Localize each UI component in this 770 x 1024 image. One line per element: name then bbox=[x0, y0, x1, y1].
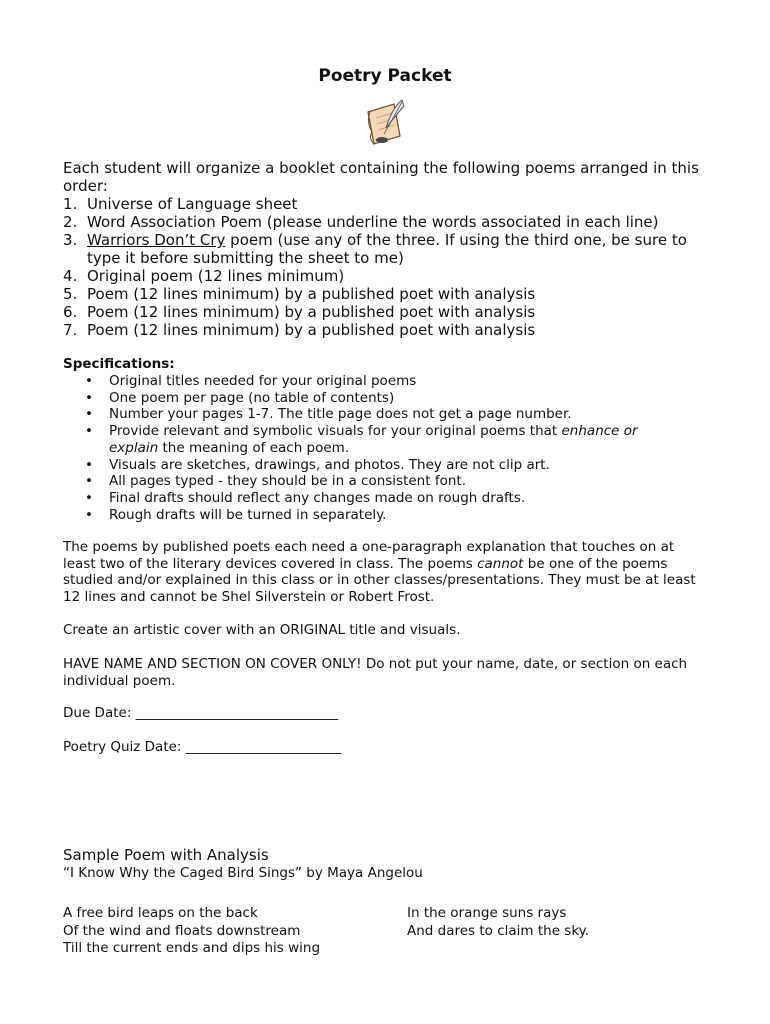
paragraph-text: be one of the poems studied and/or explained in this class or in other classes/presentations. They must be at least 12 lines and cannot be Shel Silverstein or Robert Frost. bbox=[63, 555, 696, 606]
specifications-heading: Specifications: bbox=[63, 356, 175, 372]
quill-paper-icon bbox=[362, 98, 408, 148]
list-item bbox=[63, 285, 713, 303]
poem-line: And dares to claim the sky. bbox=[407, 922, 590, 939]
published-poets-paragraph bbox=[63, 539, 703, 606]
name-note: HAVE NAME AND SECTION ON COVER ONLY! Do not put your name, date, or section on each individual poem. bbox=[63, 656, 688, 689]
item-text: Poem (12 lines minimum) by a published poet with analysis bbox=[87, 303, 536, 321]
item-text: poem (use any of the three. If using the third one, be sure to type it before submitting the sheet to me) bbox=[87, 231, 687, 267]
item-number: 7. bbox=[63, 321, 78, 339]
sample-subtitle: “I Know Why the Caged Bird Sings” by Maya Angelou bbox=[63, 865, 423, 881]
bullet-icon: • bbox=[85, 506, 93, 523]
bullet-icon: • bbox=[85, 489, 93, 506]
instructions-section bbox=[63, 159, 713, 339]
item-text: Rough drafts will be turned in separately. bbox=[109, 506, 387, 523]
list-item bbox=[85, 507, 685, 524]
emphasis-text: cannot bbox=[477, 555, 524, 572]
list-item bbox=[63, 267, 713, 285]
item-number: 1. bbox=[63, 195, 78, 213]
list-item bbox=[85, 457, 685, 474]
book-title: Warriors Don’t Cry bbox=[87, 231, 226, 249]
poem-list bbox=[63, 195, 713, 339]
document-title: Poetry Packet bbox=[318, 66, 452, 86]
bullet-icon: • bbox=[85, 406, 93, 423]
quiz-date-line: Poetry Quiz Date: _______________________ bbox=[63, 739, 342, 755]
item-text: Visuals are sketches, drawings, and photos. They are not clip art. bbox=[109, 456, 550, 473]
item-text: Word Association Poem (please underline the words associated in each line) bbox=[87, 213, 659, 231]
cover-note: Create an artistic cover with an ORIGINAL title and visuals. bbox=[63, 622, 461, 638]
item-number: 2. bbox=[63, 213, 78, 231]
item-number: 4. bbox=[63, 267, 78, 285]
item-text: Poem (12 lines minimum) by a published poet with analysis bbox=[87, 285, 536, 303]
bullet-icon: • bbox=[85, 389, 93, 406]
list-item bbox=[63, 321, 713, 339]
item-number: 5. bbox=[63, 285, 78, 303]
list-item bbox=[85, 390, 685, 407]
item-text: Original poem (12 lines minimum) bbox=[87, 267, 345, 285]
list-item bbox=[63, 213, 713, 231]
poem-column-left bbox=[63, 905, 320, 958]
list-item bbox=[85, 473, 685, 490]
item-text: Poem (12 lines minimum) by a published poet with analysis bbox=[87, 321, 536, 339]
item-text: One poem per page (no table of contents) bbox=[109, 389, 395, 406]
poem-column-right bbox=[407, 905, 589, 940]
bullet-icon: • bbox=[85, 373, 93, 389]
list-item bbox=[63, 303, 713, 321]
list-item bbox=[63, 231, 713, 267]
bullet-icon: • bbox=[85, 456, 93, 473]
item-text: All pages typed - they should be in a consistent font. bbox=[109, 473, 466, 490]
list-item bbox=[85, 423, 685, 456]
item-text: Universe of Language sheet bbox=[87, 195, 298, 213]
poem-line: In the orange suns rays bbox=[407, 905, 567, 921]
bullet-icon: • bbox=[85, 473, 93, 490]
list-item bbox=[85, 373, 685, 390]
poem-line: A free bird leaps on the back bbox=[63, 905, 258, 921]
due-date-line: Due Date: ______________________________ bbox=[63, 705, 339, 721]
list-item bbox=[85, 406, 685, 423]
intro-text: Each student will organize a booklet containing the following poems arranged in this order: bbox=[63, 159, 699, 195]
item-text: Original titles needed for your original poems bbox=[109, 373, 417, 389]
bullet-icon: • bbox=[85, 423, 93, 440]
item-text: the meaning of each poem. bbox=[158, 439, 350, 456]
list-item bbox=[85, 490, 685, 507]
item-text: Provide relevant and symbolic visuals for your original poems that bbox=[109, 423, 562, 440]
list-item bbox=[63, 195, 713, 213]
poem-line: Of the wind and floats downstream bbox=[63, 922, 301, 939]
item-number: 3. bbox=[63, 231, 78, 249]
item-number: 6. bbox=[63, 303, 78, 321]
emphasis-text: enhance or explain bbox=[109, 423, 638, 456]
sample-heading: Sample Poem with Analysis bbox=[63, 846, 269, 864]
paragraph-text: The poems by published poets each need a one-paragraph explanation that touches on at least two of the literary devices covered in class. The poems bbox=[63, 539, 675, 572]
specifications-list bbox=[85, 373, 685, 523]
poem-line: Till the current ends and dips his wing bbox=[63, 940, 321, 956]
item-text: Number your pages 1-7. The title page does not get a page number. bbox=[109, 406, 572, 423]
item-text: Final drafts should reflect any changes made on rough drafts. bbox=[109, 489, 526, 506]
